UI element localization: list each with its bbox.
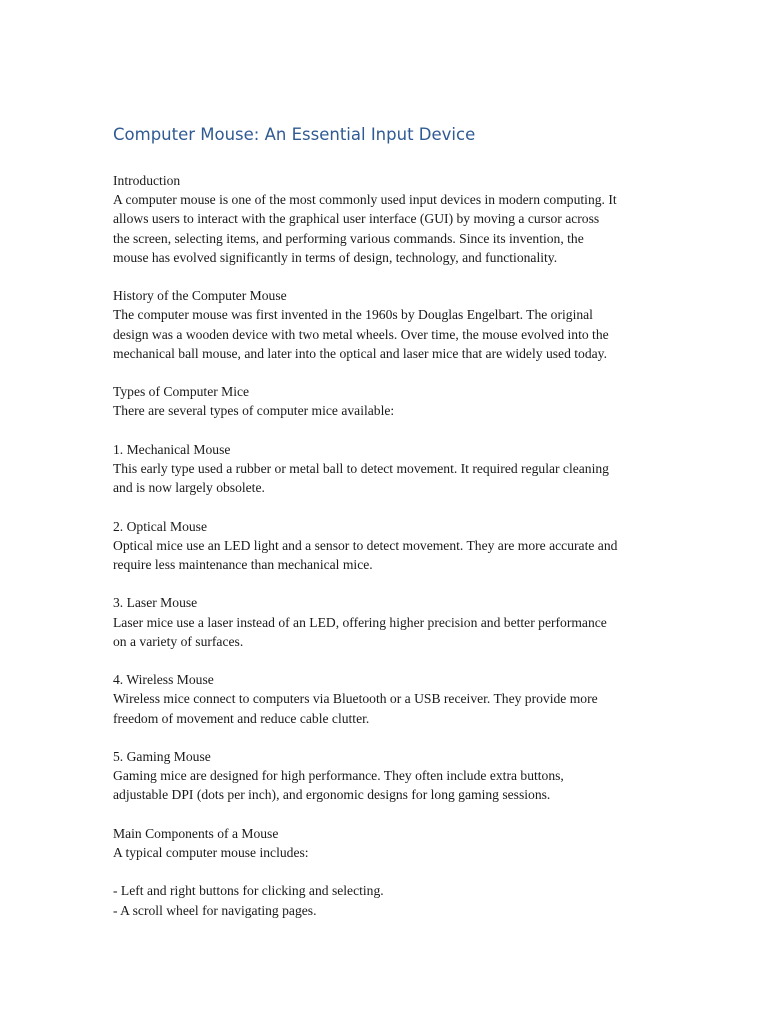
section-heading: 1. Mechanical Mouse xyxy=(113,441,231,457)
paragraph-line: allows users to interact with the graphical user interface (GUI) by moving a cursor across xyxy=(113,211,600,227)
paragraph-line: freedom of movement and reduce cable clutter. xyxy=(113,710,370,726)
section-main-components xyxy=(113,824,673,862)
paragraph-line: Wireless mice connect to computers via Bluetooth or a USB receiver. They provide more xyxy=(113,691,598,707)
paragraph-line: and is now largely obsolete. xyxy=(113,480,265,496)
section-introduction xyxy=(113,171,673,267)
section-types xyxy=(113,382,673,420)
paragraph-line: the screen, selecting items, and performing various commands. Since its invention, the xyxy=(113,230,584,246)
paragraph-line: on a variety of surfaces. xyxy=(113,633,244,649)
section-laser-mouse xyxy=(113,593,673,651)
paragraph-line: mechanical ball mouse, and later into the optical and laser mice that are widely used today. xyxy=(113,345,607,361)
list-item: - A scroll wheel for navigating pages. xyxy=(113,902,317,918)
paragraph-line: Optical mice use an LED light and a sensor to detect movement. They are more accurate and xyxy=(113,537,618,553)
section-heading: 3. Laser Mouse xyxy=(113,595,198,611)
section-heading: 4. Wireless Mouse xyxy=(113,672,214,688)
section-heading: 5. Gaming Mouse xyxy=(113,748,211,764)
section-heading: Introduction xyxy=(113,173,181,188)
section-heading: History of the Computer Mouse xyxy=(113,288,287,304)
list-item: - Left and right buttons for clicking and selecting. xyxy=(113,883,384,899)
section-history xyxy=(113,286,673,363)
paragraph-line: require less maintenance than mechanical mice. xyxy=(113,557,373,572)
section-heading: 2. Optical Mouse xyxy=(113,518,208,534)
paragraph-line: There are several types of computer mice available: xyxy=(113,403,395,419)
section-wireless-mouse xyxy=(113,670,673,728)
section-gaming-mouse xyxy=(113,747,673,805)
paragraph-line: Gaming mice are designed for high performance. They often include extra buttons, xyxy=(113,768,564,784)
section-mechanical-mouse xyxy=(113,440,673,498)
paragraph-line: Laser mice use a laser instead of an LED, offering higher precision and better performance xyxy=(113,614,607,630)
paragraph-line: mouse has evolved significantly in terms of design, technology, and functionality. xyxy=(113,249,558,265)
document-title: Computer Mouse: An Essential Input Device xyxy=(113,125,476,144)
paragraph-line: A computer mouse is one of the most commonly used input devices in modern computing. It xyxy=(113,192,617,208)
section-optical-mouse xyxy=(113,517,673,575)
paragraph-line: A typical computer mouse includes: xyxy=(113,844,309,860)
section-heading: Types of Computer Mice xyxy=(113,384,250,400)
document-body xyxy=(113,124,673,939)
paragraph-line: The computer mouse was first invented in the 1960s by Douglas Engelbart. The original xyxy=(113,307,593,323)
paragraph-line: design was a wooden device with two metal wheels. Over time, the mouse evolved into the xyxy=(113,326,609,342)
section-heading: Main Components of a Mouse xyxy=(113,825,279,841)
component-list xyxy=(113,881,673,919)
paragraph-line: adjustable DPI (dots per inch), and ergonomic designs for long gaming sessions. xyxy=(113,787,551,803)
paragraph-line: This early type used a rubber or metal ball to detect movement. It required regular cleaning xyxy=(113,461,609,476)
